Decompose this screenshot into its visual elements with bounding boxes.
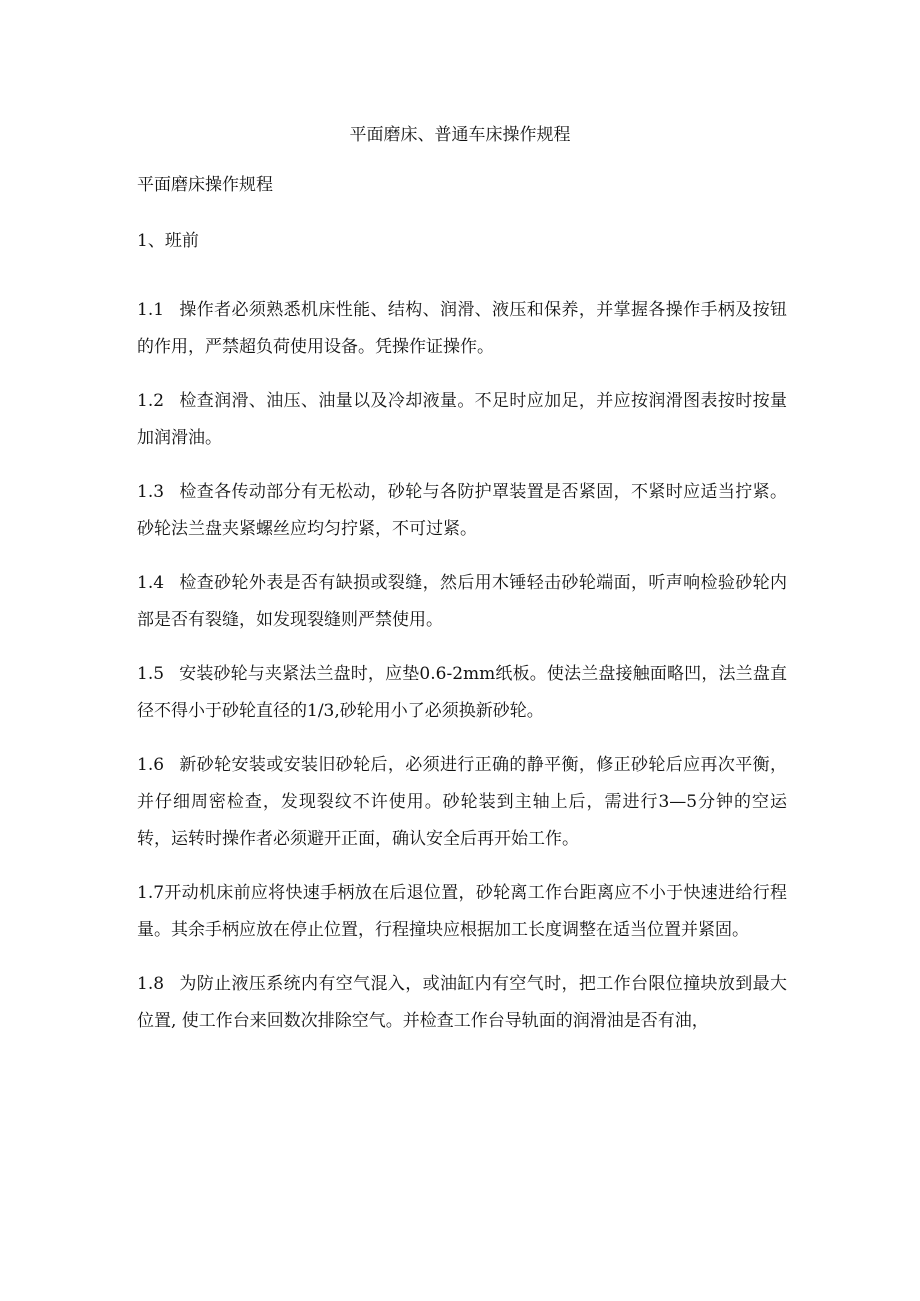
- rule-number: 1.8: [137, 974, 165, 994]
- rule-item: [137, 474, 787, 548]
- rule-text: 开动机床前应将快速手柄放在后退位置，砂轮离工作台距离应不小于快速进给行程量。其余手柄应放在停止位置，行程撞块应根据加工长度调整在适当位置并紧固。: [137, 883, 787, 940]
- rule-number: 1.5: [137, 664, 165, 684]
- rule-item: [137, 966, 787, 1040]
- document-title: 平面磨床、普通车床操作规程: [349, 125, 571, 145]
- rule-item: [137, 383, 787, 457]
- rule-text: 操作者必须熟悉机床性能、结构、润滑、液压和保养，并掌握各操作手柄及按钮的作用，严禁超负荷使用设备。凭操作证操作。: [137, 300, 787, 357]
- rule-number: 1.2: [137, 391, 165, 411]
- rule-item: [137, 565, 787, 639]
- rule-text: 检查砂轮外表是否有缺损或裂缝，然后用木锤轻击砂轮端面，听声响检验砂轮内部是否有裂缝，如发现裂缝则严禁使用。: [137, 573, 787, 630]
- sub-heading-before-shift: 1、班前: [137, 231, 199, 251]
- rule-number: 1.3: [137, 482, 165, 502]
- rule-text: 新砂轮安装或安装旧砂轮后，必须进行正确的静平衡，修正砂轮后应再次平衡，并仔细周密检查，发现裂纹不许使用。砂轮装到主轴上后，需进行3—5分钟的空运转，运转时操作者必须避开正面，确认安全后再开始工作。: [137, 755, 787, 849]
- rule-number: 1.1: [137, 300, 165, 320]
- rule-text: 检查各传动部分有无松动，砂轮与各防护罩装置是否紧固，不紧时应适当拧紧。砂轮法兰盘夹紧螺丝应均匀拧紧，不可过紧。: [137, 482, 787, 539]
- rule-text: 检查润滑、油压、油量以及冷却液量。不足时应加足，并应按润滑图表按时按量加润滑油。: [137, 391, 787, 448]
- rule-number: 1.7: [137, 883, 165, 903]
- rule-number: 1.6: [137, 755, 165, 775]
- rule-item: [137, 292, 787, 366]
- rule-text: 为防止液压系统内有空气混入，或油缸内有空气时，把工作台限位撞块放到最大位置, 使工作台来回数次排除空气。并检查工作台导轨面的润滑油是否有油，: [137, 974, 787, 1031]
- rule-item: [137, 747, 787, 858]
- rule-number: 1.4: [137, 573, 165, 593]
- rule-item: [137, 875, 787, 949]
- section-heading: 平面磨床操作规程: [137, 175, 273, 195]
- rules-list: [137, 292, 787, 1057]
- rule-item: [137, 656, 787, 730]
- rule-text: 安装砂轮与夹紧法兰盘时，应垫0.6-2mm纸板。使法兰盘接触面略凹，法兰盘直径不得小于砂轮直径的1/3,砂轮用小了必须换新砂轮。: [137, 664, 787, 721]
